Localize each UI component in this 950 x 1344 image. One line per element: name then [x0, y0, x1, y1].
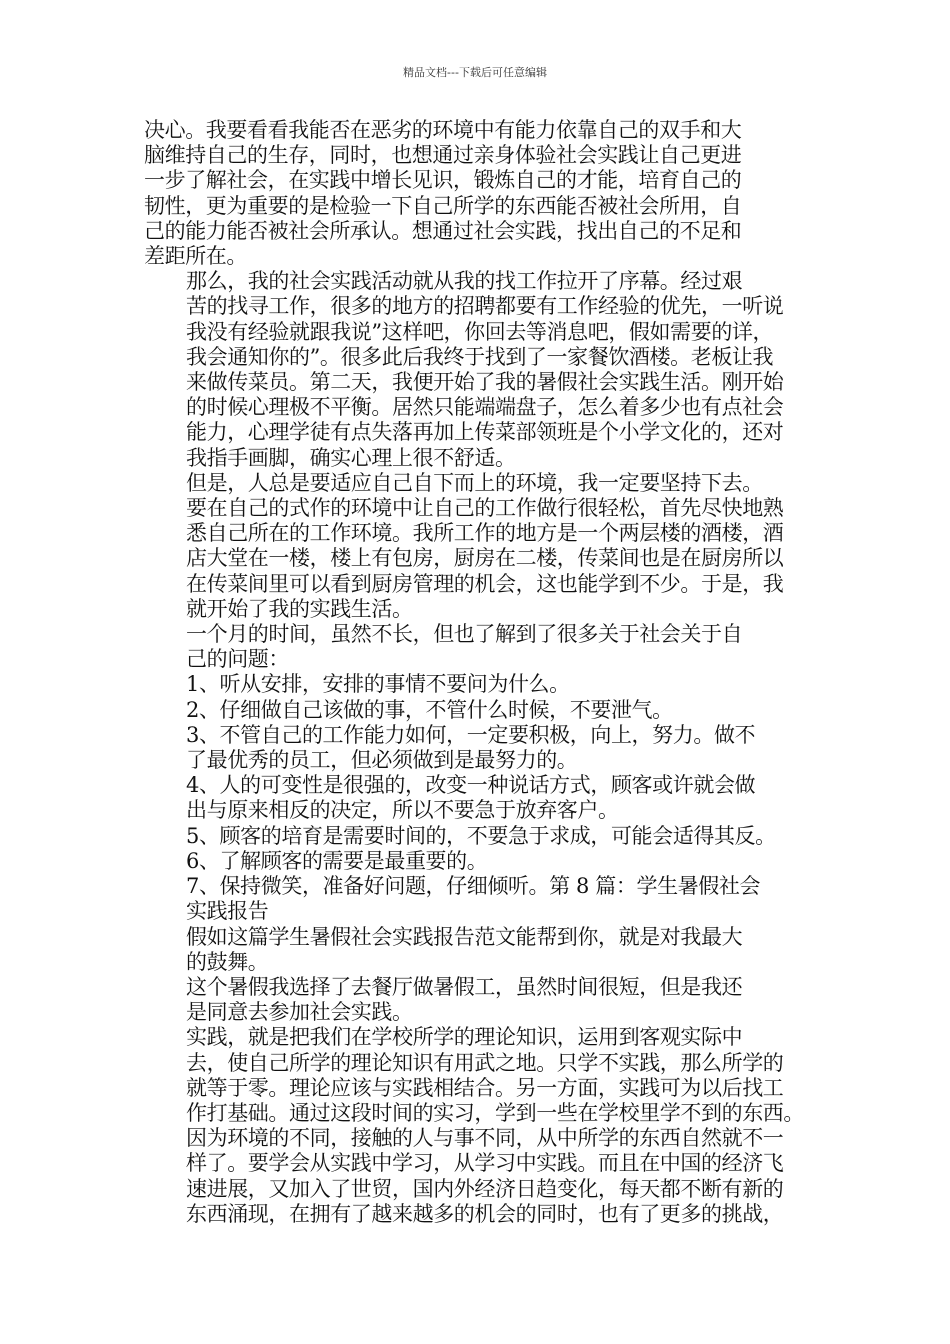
text-line: 脑维持自己的生存，同时，也想通过亲身体验社会实践让自己更进	[144, 143, 742, 168]
text-line: 来做传菜员。第二天，我便开始了我的暑假社会实践生活。刚开始	[186, 370, 784, 395]
text-line: 一个月的时间，虽然不长，但也了解到了很多关于社会关于自	[186, 622, 743, 647]
text-line: 我会通知你的”。很多此后我终于找到了一家餐饮酒楼。老板让我	[186, 344, 774, 369]
text-line: 速进展，又加入了世贸，国内外经济日趋变化，每天都不断有新的	[186, 1176, 784, 1201]
paragraph	[144, 118, 816, 269]
text-line: 能力，心理学徒有点失落再加上传菜部领班是个小学文化的，还对	[186, 420, 784, 445]
text-line: 这个暑假我选择了去餐厅做暑假工，虽然时间很短，但是我还	[186, 974, 743, 999]
text-line: 3、不管自己的工作能力如何，一定要积极，向上，努力。做不	[186, 722, 756, 747]
text-line: 4、人的可变性是很强的，改变一种说话方式，顾客或许就会做	[186, 773, 756, 798]
text-line: 己的能力能否被社会所承认。想通过社会实践，找出自己的不足和	[144, 218, 742, 243]
paragraph	[144, 1025, 816, 1227]
text-line: 因为环境的不同，接触的人与事不同，从中所学的东西自然就不一	[186, 1126, 784, 1151]
text-line: 店大堂在一楼，楼上有包房，厨房在二楼，传菜间也是在厨房所以	[186, 546, 784, 571]
text-line: 假如这篇学生暑假社会实践报告范文能帮到你，就是对我最大	[186, 924, 743, 949]
text-line: 就等于零。理论应该与实践相结合。另一方面，实践可为以后找工	[186, 1075, 784, 1100]
text-line: 差距所在。	[144, 244, 247, 269]
paragraph	[144, 874, 816, 924]
paragraph	[144, 975, 816, 1025]
paragraph	[144, 698, 816, 723]
text-line: 悉自己所在的工作环境。我所工作的地方是一个两层楼的酒楼，酒	[186, 521, 784, 546]
text-line: 6、了解顾客的需要是最重要的。	[186, 848, 488, 873]
text-line: 的时候心理极不平衡。居然只能端端盘子，怎么着多少也有点社会	[186, 395, 784, 420]
paragraph	[144, 773, 816, 823]
text-line: 实践报告	[186, 899, 269, 924]
paragraph	[144, 269, 816, 471]
text-line: 韧性，更为重要的是检验一下自己所学的东西能否被社会所用，自	[144, 193, 742, 218]
text-line: 实践，就是把我们在学校所学的理论知识，运用到客观实际中	[186, 1025, 743, 1050]
text-line: 东西涌现，在拥有了越来越多的机会的同时，也有了更多的挑战，	[186, 1201, 784, 1226]
paragraph	[144, 925, 816, 975]
text-line: 的鼓舞。	[186, 949, 269, 974]
text-line: 苦的找寻工作，很多的地方的招聘都要有工作经验的优先，一听说	[186, 294, 784, 319]
text-line: 2、仔细做自己该做的事，不管什么时候，不要泄气。	[186, 697, 673, 722]
text-line: 去，使自己所学的理论知识有用武之地。只学不实践，那么所学的	[186, 1050, 784, 1075]
text-line: 了最优秀的员工，但必须做到是最努力的。	[186, 748, 578, 773]
text-line: 出与原来相反的决定，所以不要急于放弃客户。	[186, 798, 619, 823]
text-line: 我指手画脚，确实心理上很不舒适。	[186, 445, 516, 470]
paragraph	[144, 849, 816, 874]
text-line: 就开始了我的实践生活。	[186, 596, 413, 621]
text-line: 但是，人总是要适应自己自下而上的环境，我一定要坚持下去。	[186, 470, 763, 495]
paragraph	[144, 471, 816, 622]
paragraph	[144, 672, 816, 697]
text-line: 在传菜间里可以看到厨房管理的机会，这也能学到不少。于是，我	[186, 571, 784, 596]
text-line: 一步了解社会，在实践中增长见识，锻炼自己的才能，培育自己的	[144, 168, 742, 193]
text-line: 5、顾客的培育是需要时间的，不要急于求成，可能会适得其反。	[186, 823, 776, 848]
text-line: 7、保持微笑，准备好问题，仔细倾听。第 8 篇：学生暑假社会	[186, 874, 761, 899]
paragraph	[144, 723, 816, 773]
text-line: 己的问题：	[186, 647, 289, 672]
text-line: 那么，我的社会实践活动就从我的找工作拉开了序幕。经过艰	[186, 269, 743, 294]
text-line: 是同意去参加社会实践。	[186, 1000, 413, 1025]
text-line: 我没有经验就跟我说”这样吧，你回去等消息吧，假如需要的详，	[186, 319, 774, 344]
text-line: 1、听从安排，安排的事情不要问为什么。	[186, 672, 570, 697]
document-body	[144, 118, 816, 1227]
page-header: 精品文档---下载后可任意编辑	[403, 66, 547, 79]
text-line: 作打基础。通过这段时间的实习，学到一些在学校里学不到的东西。	[186, 1100, 804, 1125]
text-line: 样了。要学会从实践中学习，从学习中实践。而且在中国的经济飞	[186, 1151, 784, 1176]
paragraph	[144, 622, 816, 672]
text-line: 决心。我要看看我能否在恶劣的环境中有能力依靠自己的双手和大	[144, 118, 742, 142]
text-line: 要在自己的式作的环境中让自己的工作做行很轻松，首先尽快地熟	[186, 496, 784, 521]
paragraph	[144, 824, 816, 849]
